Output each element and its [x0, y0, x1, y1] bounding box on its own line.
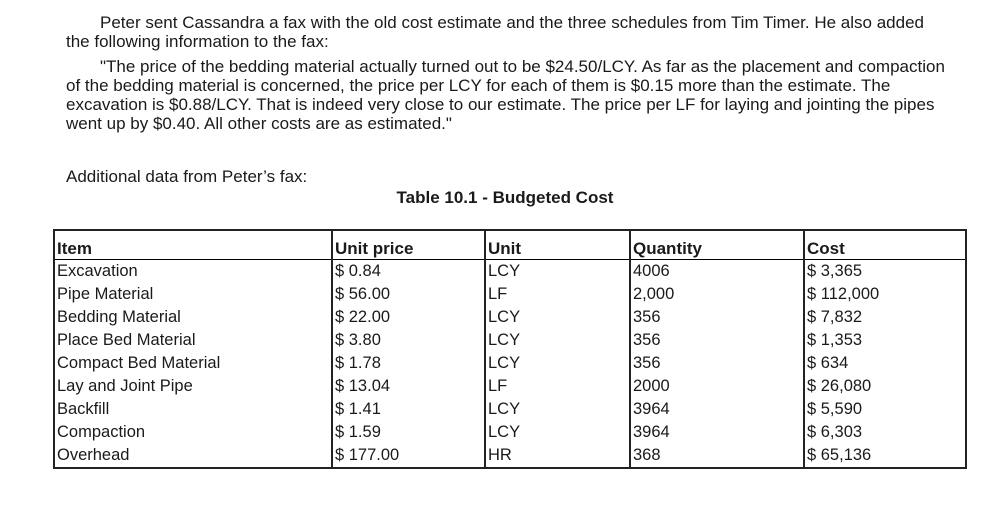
table-body	[54, 260, 966, 469]
intro-paragraph	[66, 13, 946, 51]
cell-item: Bedding Material	[57, 308, 181, 326]
cell-quantity: 4006	[630, 260, 804, 284]
cell-unit: LCY	[485, 421, 630, 444]
cell-unit-price: $ 22.00	[332, 306, 485, 329]
cell-cost: $ 112,000	[804, 283, 966, 306]
cell-cost: $ 634	[804, 352, 966, 375]
cell-quantity: 356	[630, 306, 804, 329]
cell-unit: LF	[485, 375, 630, 398]
cell-unit-price: $ 3.80	[332, 329, 485, 352]
table-row	[54, 306, 966, 329]
cell-unit-price: $ 0.84	[332, 260, 485, 284]
cell-cost: $ 1,353	[804, 329, 966, 352]
cell-quantity: 3964	[630, 398, 804, 421]
cell-unit-price: $ 1.59	[332, 421, 485, 444]
header-cost: Cost	[804, 230, 966, 260]
cell-item: Excavation	[57, 262, 138, 280]
header-unit: Unit	[485, 230, 630, 260]
table-row	[54, 375, 966, 398]
intro-paragraph-text: Peter sent Cassandra a fax with the old cost estimate and the three schedules from Tim Timer. He also added the following information to the fax:	[66, 13, 924, 51]
cell-item: Pipe Material	[57, 285, 154, 303]
cell-cost: $ 6,303	[804, 421, 966, 444]
cell-quantity: 2000	[630, 375, 804, 398]
cell-item: Compaction	[57, 423, 146, 441]
cell-unit: LF	[485, 283, 630, 306]
header-quantity: Quantity	[630, 230, 804, 260]
cell-item: Lay and Joint Pipe	[57, 377, 193, 395]
budgeted-cost-table	[53, 229, 967, 469]
cell-cost: $ 5,590	[804, 398, 966, 421]
cell-unit: LCY	[485, 352, 630, 375]
cell-item: Compact Bed Material	[57, 354, 221, 372]
cell-cost: $ 3,365	[804, 260, 966, 284]
cell-cost: $ 7,832	[804, 306, 966, 329]
cell-unit: LCY	[485, 398, 630, 421]
cell-unit-price: $ 13.04	[332, 375, 485, 398]
cell-quantity: 3964	[630, 421, 804, 444]
table-row	[54, 283, 966, 306]
cell-unit: HR	[485, 444, 630, 468]
table-row	[54, 329, 966, 352]
table-caption: Table 10.1 - Budgeted Cost	[396, 188, 614, 207]
fax-quote-paragraph	[66, 57, 946, 133]
cell-item: Backfill	[57, 400, 110, 418]
cell-quantity: 2,000	[630, 283, 804, 306]
cell-cost: $ 65,136	[804, 444, 966, 468]
table-row	[54, 421, 966, 444]
additional-data-label: Additional data from Peter’s fax:	[66, 167, 308, 186]
table-row	[54, 260, 966, 284]
cell-unit: LCY	[485, 329, 630, 352]
cell-item: Overhead	[57, 446, 130, 464]
cell-unit-price: $ 1.41	[332, 398, 485, 421]
cell-unit: LCY	[485, 306, 630, 329]
fax-quote-text: "The price of the bedding material actually turned out to be $24.50/LCY. As far as the placement and compaction of the bedding material is concerned, the price per LCY for each of them is $0.15 more than the estimate. The excavation is $0.88/LCY. That is indeed very close to our estimate. The price per LF for laying and jointing the pipes went up by $0.40. All other costs are as estimated."	[66, 57, 945, 133]
table-row	[54, 444, 966, 468]
table-row	[54, 352, 966, 375]
table-header-row	[54, 230, 966, 260]
header-unit-price: Unit price	[332, 230, 485, 260]
cell-unit-price: $ 177.00	[332, 444, 485, 468]
cell-item: Place Bed Material	[57, 331, 196, 349]
cell-cost: $ 26,080	[804, 375, 966, 398]
cell-quantity: 356	[630, 329, 804, 352]
cell-unit-price: $ 1.78	[332, 352, 485, 375]
cell-quantity: 356	[630, 352, 804, 375]
cell-unit-price: $ 56.00	[332, 283, 485, 306]
table-row	[54, 398, 966, 421]
cell-quantity: 368	[630, 444, 804, 468]
header-item: Item	[54, 230, 332, 260]
cell-unit: LCY	[485, 260, 630, 284]
